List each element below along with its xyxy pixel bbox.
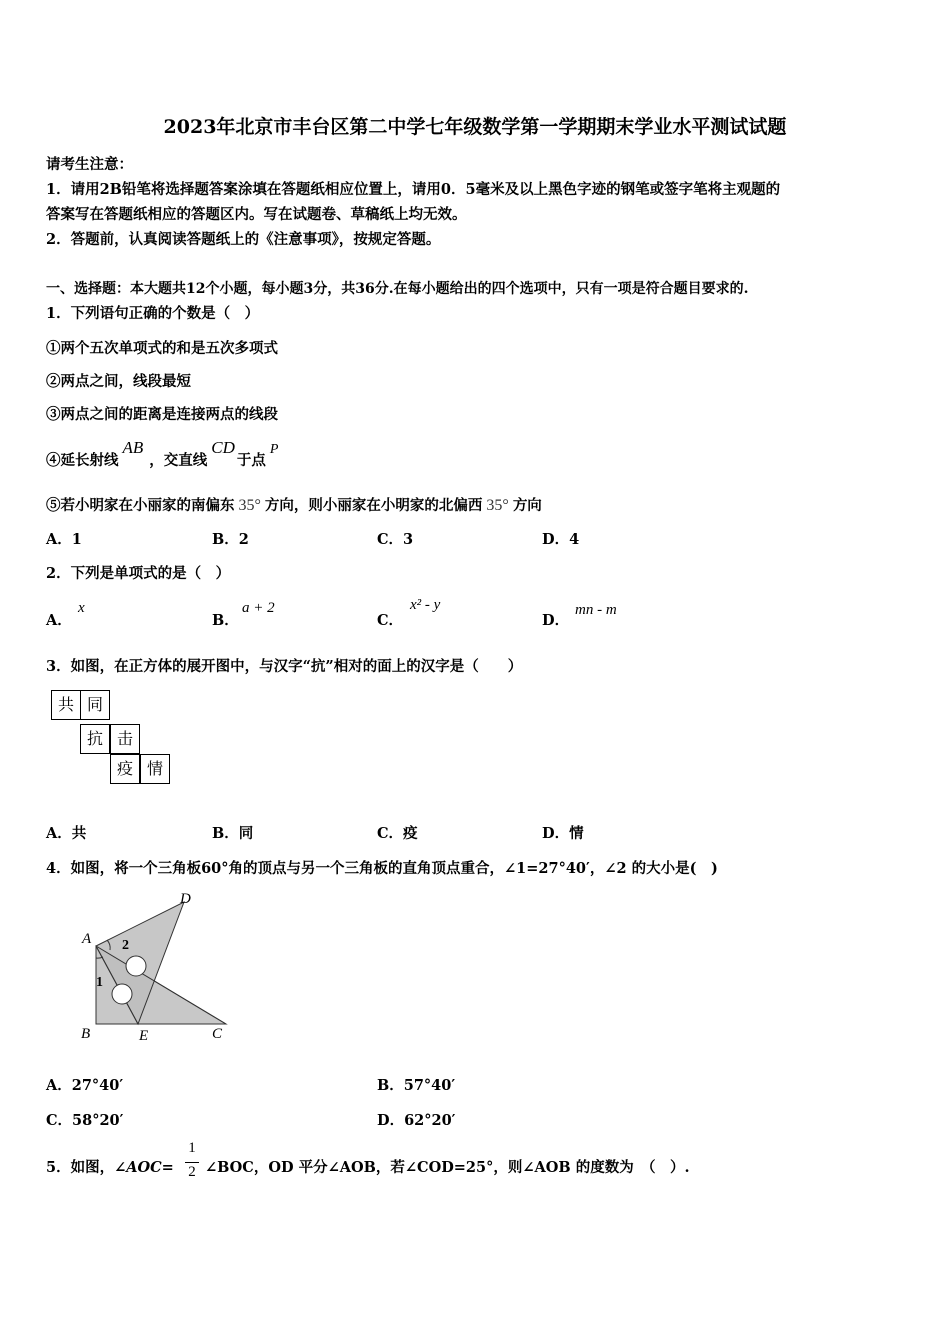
q1-statement-5 <box>46 494 542 515</box>
q5-stem <box>46 1156 174 1177</box>
angle-35-first: 35° <box>238 497 261 514</box>
q1-s5-mid: 方向，则小丽家在小明家的北偏西 <box>264 497 483 514</box>
q2-option-c-expr: x² - y <box>410 597 441 613</box>
page-title: 2023年北京市丰台区第二中学七年级数学第一学期期末学业水平测试试题 <box>163 116 787 138</box>
q2-option-d-expr: mn - m <box>575 602 617 618</box>
q1-statement-2: ②两点之间，线段最短 <box>46 373 191 390</box>
q3-option-a: A．共 <box>46 825 87 842</box>
fraction-denominator: 2 <box>188 1164 196 1180</box>
notice-line-2: 2．答题前，认真阅读答题纸上的《注意事项》，按规定答题。 <box>46 231 441 248</box>
notice-line-1: 1．请用2B铅笔将选择题答案涂填在答题纸相应位置上，请用0．5毫米及以上黑色字迹的钢笔或签字笔将主观题的 <box>46 181 781 198</box>
q1-stem: 1．下列语句正确的个数是（ ） <box>46 305 260 322</box>
label-e: E <box>139 1028 149 1044</box>
label-a: A <box>82 931 92 947</box>
q1-s4-post: 于点 <box>236 452 266 469</box>
net-cell-ji: 击 <box>110 724 140 754</box>
net-cell-tong: 同 <box>80 690 110 720</box>
section-heading: 一、选择题：本大题共12个小题，每小题3分，共36分.在每小题给出的四个选项中，只有一项是符合题目要求的. <box>46 281 749 297</box>
q1-statement-3: ③两点之间的距离是连接两点的线段 <box>46 406 278 423</box>
q3-option-b: B．同 <box>212 825 254 842</box>
q1-statement-1: ①两个五次单项式的和是五次多项式 <box>46 340 278 357</box>
fraction-numerator: 1 <box>188 1140 196 1156</box>
q2-option-a-expr: x <box>78 600 85 616</box>
q3-stem: 3．如图，在正方体的展开图中，与汉字“抗”相对的面上的汉字是（ ） <box>46 658 523 675</box>
q1-s4-pre: ④延长射线 <box>46 452 119 469</box>
q2-option-a-label: A． <box>46 612 72 629</box>
angle-35-second: 35° <box>486 497 509 514</box>
q1-s5-post: 方向 <box>512 497 542 514</box>
q1-s5-pre: ⑤若小明家在小丽家的南偏东 <box>46 497 235 514</box>
point-p: P <box>269 442 279 457</box>
q1-option-a: A．1 <box>46 531 82 548</box>
fraction-bar <box>185 1162 199 1163</box>
net-cell-yi: 疫 <box>110 754 140 784</box>
net-cell-gong: 共 <box>51 690 81 720</box>
q2-option-c-label: C． <box>377 612 404 629</box>
q2-option-b-expr: a + 2 <box>242 600 275 616</box>
q4-option-b: B．57°40′ <box>377 1077 456 1094</box>
q4-option-a: A．27°40′ <box>46 1077 124 1094</box>
ray-ab: AB <box>122 438 144 457</box>
label-b: B <box>81 1026 91 1042</box>
q1-option-d: D．4 <box>542 531 580 548</box>
q2-option-d-label: D． <box>542 612 570 629</box>
q5-aoc: ∠AOC= <box>114 1159 174 1176</box>
triangle-hole-lower <box>112 984 132 1004</box>
q2-option-b-label: B． <box>212 612 239 629</box>
q1-option-b: B．2 <box>212 531 249 548</box>
q3-option-c: C．疫 <box>377 825 418 842</box>
label-c: C <box>212 1026 223 1042</box>
q4-option-c: C．58°20′ <box>46 1112 124 1129</box>
notice-heading: 请考生注意： <box>46 156 133 173</box>
label-angle-1: 1 <box>96 975 103 990</box>
q5-rest: ∠BOC，OD 平分∠AOB，若∠COD=25°，则∠AOB 的度数为 （ ）. <box>205 1159 690 1176</box>
triangle-figure <box>76 888 236 1048</box>
line-cd: CD <box>211 438 235 457</box>
q1-option-c: C．3 <box>377 531 414 548</box>
q5-pre: 5．如图， <box>46 1159 115 1176</box>
q1-s4-mid: ，交直线 <box>149 452 208 469</box>
triangle-hole-upper <box>126 956 146 976</box>
q4-option-d: D．62°20′ <box>377 1112 456 1129</box>
q4-stem: 4．如图，将一个三角板60°角的顶点与另一个三角板的直角顶点重合，∠1=27°40′，∠2 的大小是( ) <box>46 860 718 877</box>
q1-statement-4 <box>46 438 279 470</box>
q3-option-d: D．情 <box>542 825 584 842</box>
q2-stem: 2．下列是单项式的是（ ） <box>46 565 231 582</box>
label-d: D <box>180 891 191 907</box>
net-cell-kang: 抗 <box>80 724 110 754</box>
net-cell-qing: 情 <box>140 754 170 784</box>
label-angle-2: 2 <box>122 938 129 953</box>
notice-line-1-cont: 答案写在答题纸相应的答题区内。写在试题卷、草稿纸上均无效。 <box>46 206 467 223</box>
